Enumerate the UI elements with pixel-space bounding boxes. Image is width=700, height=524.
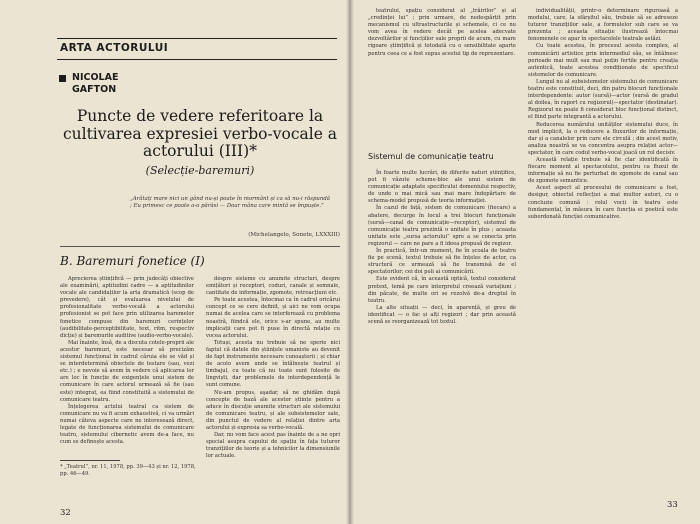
epigraph-source: (Michelangelo, Sonete, LXXXIII) [248,232,340,238]
section-title: ARTA ACTORULUI [60,42,169,54]
paragraph: Înțelegerea actului teatral ca sistem de comunicare nu va fi acum exhaustivă, ci va urmări numai câteva aspecte care ne interesează direct, legate de funcționarea sistemului de comunicare teatru, sistemului cibernetic avem de-a face, nu cum se definește acesta. [60,403,194,446]
paragraph: Totuși, acesta nu trebuie să ne sperie nici faptul că datele din științele umaniste au devenit de fapt instrumente necesare cunoașterii ; și chiar de acolo avem unde se întâlnește teatrul și limbajul, cu toate că nu toate sunt folosite de lingviști, dar problemele de interdependență le sunt comune. [206,339,340,389]
paragraph: În foarte multe lucrări, de diferite naturi științifice, pot fi văzute scheme-bloc ale unui sistem de comunicație adaptate specificului domeniului respectiv, de unde o mai mică sau mai mare îndepărtare de schema-model propusă de teoria informației. [368,170,516,205]
right-column-1-bottom [368,170,516,506]
article-subtitle: (Selecție-baremuri) [145,164,255,177]
paragraph: La alte situații — deci, în aparență, și greu de identificat — o fac și alți regizori ; dar prin această scenă se reorganizează tot textul. [368,304,516,325]
paragraph: individualității, printr-o determinare riguroasă a modului, care, la sfârșitul său, trebuie să se adreseze tuturor tranzițiilor sale, a formulelor sub care se va prezenta ; aceasta situație ilustrează întocmai fenomenele ce apar în spectacolele teatrale astăzi. [528,8,678,43]
footnote: * „Teatrul”, nr. 11, 1978, pp. 39—43 și nr. 12, 1978, pp. 46—49. [60,464,196,477]
author-name [72,72,192,96]
page-number-left: 32 [60,508,71,518]
paragraph: Lungul nu al subsistemelor sistemului de comunicare teatru este constituit, deci, din patru blocuri funcționale interdependente: autor (sursă)—actor (sursă de gradul al doilea, în raport cu regizorul)—spectator (destinatar). Regizorul nu poate fi considerat bloc funcțional distinct, el fiind parte integrantă a actorului. [528,78,678,121]
epigraph: „Arătați mare nici un gând nu-și poate în mormânt și ca să nu-i răspundă ; Eu primesc ce poate a-o părăsi — Doar mâna care mintă se împuște.” [130,196,331,210]
paragraph: Este evident că, în această optică, textul considerat pretext, temă pe care interpretul creează variațiuni ; din păcate, de multe ori se rezolvă de-a dreptul în teatru. [368,276,516,304]
paragraph: Nu-am propus, aşadar, să ne ghidăm după concepte de bază ale acestor științe pentru a aduce în discuție anumite structuri ale sistemului de comunicare teatru, și ale subsistemelor sale, din punctul de vedere al relației dintre arta actorului și expresia sa verbo-vocală. [206,389,340,431]
paragraph: Acest aspect al procesului de comunicare a fost, desigur, obiectul reflecției a mai multor autori, cu o concluzie comună : rolul vocii în teatru este fundamental, în măsura în care funcția ei poetică este subordonată funcției comunicative. [528,185,678,220]
article-title: Puncte de vedere referitoare la cultivarea expresiei verbo-vocale a actorului (III)* [62,107,338,160]
author-square-icon [59,75,66,82]
right-column-2 [528,8,678,496]
left-column-2 [206,276,340,508]
paragraph: În cazul de față, sistem de comunicare (fiecare) a abatere, decurge în locul a trei blocuri funcționale (sursă—canal de comunicație—receptor), sistemul de comunicație teatru prezintă o unitate în plus ; aceasta unitate este „sursa actorului” spre a se conecta prin regizorul — care ne pare a fi ideea propusă de regizor. [368,205,516,247]
divider [60,246,340,247]
paragraph: Această relație trebuie să fie clar identificată în fiecare moment al spectacolului, pentru ca fluxul de informație să nu fie perturbat de zgomote de canal sau de zgomote semantice. [528,156,678,185]
subsection-heading: Sistemul de comunicație teatru [368,152,494,161]
paragraph: În practică, într-un moment, fie în școala de teatru fie pe scenă, textul trebuie să fie înțeles de actor, ca structură ce urmează să fie transmisă de el spectatorilor; cei doi poli ai comunicării. [368,248,516,276]
paragraph: Dar, nu vom face acest pas înainte de a ne opri special asupra capului de spațiu în fața tuturor tranzițiilor de teorie și a tehnicilor la dimensiunile lor actuale. [206,432,340,460]
paragraph: Cu toate acestea, în procesul acesta complex, al comunicării artistice prin intermediul său, se întâlnesc perioade mai mult sau mai puțin fertile pentru creația autentică, toate acestea condiționate de specificul sistemelor de comunicare. [528,43,678,78]
book-gutter [346,0,354,524]
paragraph: despre sisteme cu anumite structuri, despre emițători și receptori, coduri, canale și semnale, cantitate de informație, zgomote, retroacțiuni etc. [206,276,340,297]
paragraph: Mai înainte, însă, de a discuta cotele-proprii ale acestor baremuri, este necesar să precizăm sistemul funcțional în cadrul căruia ele se văd și se interdetermină obiectele de testare (sau, vezi etc.) ; e nevoie să avem în vedere că aplicarea lor are loc în funcție de exigențele unui sistem de comunicare în care actorul urmează să fie (sau este) integrat, ea fiind constituită a sistemului de comunicare teatru. [60,339,194,403]
paragraph: Aprecierea științifică — prin judecăți obiective ale examinării, aptitudini cadre — a aptitudinilor vocale ale candidaților la arta dramatică (scop de prevedere), cât și evaluarea nivelului de profesionalitate verbo-vocală a actorului profesionist se pot face prin utilizarea baremelor fonetice compuse din baremuri cerințelor (audibilitate-perceptibilitate, text, ritm, respectiv dicție) și baremurile auditive (audio-verbo-vocale). [60,276,194,339]
right-page [351,0,700,524]
author-last-name: GAFTON [72,84,117,95]
left-page [0,0,349,524]
left-column-1 [60,276,194,456]
paragraph: teatrului, spațiu considerat al „trăirilor” și al „credinței lui” ; prin urmare, de nedespărțit prin mecanismul cu ultrastructurile și schemele, ci ce nu vom avea în vedere decât pe acelea adecvate dezvoltărilor și funcțiilor sale proprii de acum, cu mare rigoare științifică și totodată cu o sensibilitate aparte pentru ceea ce a fost supus acestui tip de reprezentare. [368,8,516,57]
paragraph: Reducerea numărului unităților sistemului duce, în mod implicit, la o reducere a fluxurilor de informație, dar și a canalelor prin care ele circulă ; din acest motiv, analiza noastră se va concentra asupra relației actor—spectator, în care codul verbo-vocal joacă un rol decisiv. [528,121,678,156]
page-number-right: 33 [667,500,678,510]
paragraph: Pe toate acestea, întocmai ca în cadrul oricărui concept ce se cere definit, și aici ne vom ocupa numai de acelea care se interferează cu problema noastră, fiindcă ele, orice s-ar spune, au multe implicații care pot fi puse în directă relație cu vocea actorului. [206,297,340,339]
section-subheading: B. Baremuri fonetice (I) [60,254,205,268]
right-column-1-top [368,8,516,144]
author-first-name: NICOLAE [72,72,119,83]
footnote-rule [60,460,120,461]
